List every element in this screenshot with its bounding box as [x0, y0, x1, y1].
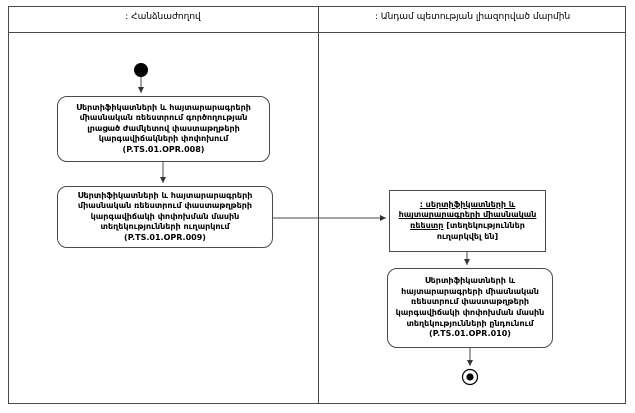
activity-change-expired-statuses-label: Սերտիֆիկատների և հայտարարագրերի միասնական ռեեստրում գործողության լրացած ժամկետով փաստաթղթերի կարգավիճակների փոփոխում (P.TS.01.OPR.008) [76, 102, 251, 154]
activity-send-status-change-info [57, 186, 273, 248]
header-separator [8, 32, 626, 33]
activity-change-expired-statuses [57, 96, 270, 162]
object-unified-registry-state: [տեղեկություններ ուղարկվել են] [436, 221, 525, 241]
lane-title-commission: : Հանձնաժողով [125, 12, 201, 22]
activity-receive-status-change-info-label: Սերտիֆիկատների և հայտարարագրերի միասնական ռեեստրում փաստաթղթերի կարգավիճակի փոփոխման մասին տեղեկությունների ընդունում (P.TS.01.OPR.010) [395, 276, 545, 339]
object-unified-registry [389, 190, 546, 252]
object-unified-registry-text [395, 200, 540, 242]
object-unified-registry-name: : սերտիֆիկատների և հայտարարագրերի միասնական ռեեստր [398, 199, 537, 230]
lane-divider [318, 6, 319, 404]
activity-send-status-change-info-label: Սերտիֆիկատների և հայտարարագրերի միասնական ռեեստրում փաստաթղթերի կարգավիճակի փոփոխման մասին տեղեկությունների ուղարկում (P.TS.01.OPR.009) [77, 190, 253, 242]
lane-title-authorized-body: : Անդամ պետության լիազորված մարմին [374, 12, 571, 22]
activity-receive-status-change-info [387, 268, 553, 348]
